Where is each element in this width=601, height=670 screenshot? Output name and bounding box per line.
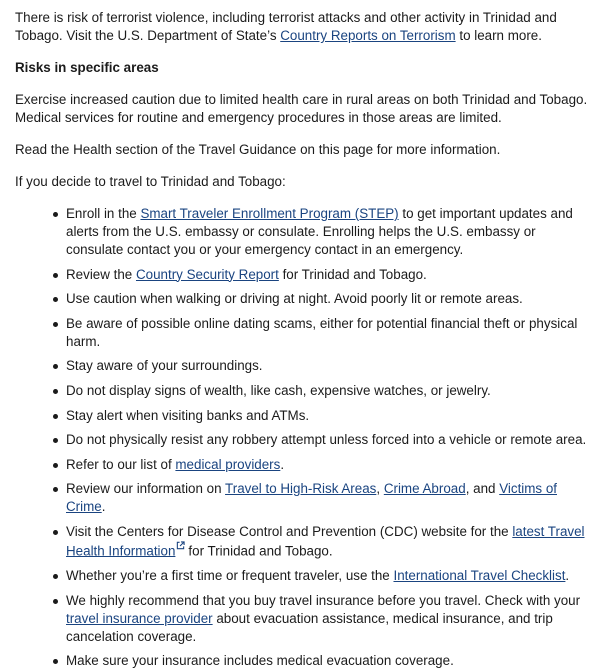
list-item-text: for Trinidad and Tobago. [278,266,427,282]
list-item-wealth: Do not display signs of wealth, like cash, expensive watches, or jewelry. [66,382,591,400]
international-travel-checklist-link[interactable]: International Travel Checklist [393,568,566,583]
list-item-text: Review our information on [66,481,226,497]
external-link-icon[interactable] [176,541,185,550]
list-item-text: Enroll in the [66,206,141,221]
victims-of-crime-link[interactable]: Victims of Crime [66,481,557,515]
country-security-report-link[interactable]: Country Security Report [135,266,279,282]
list-item-text: Review the [66,266,136,282]
advice-list [15,205,591,670]
crime-abroad-link[interactable]: Crime Abroad [383,481,466,497]
list-item-text: to get important updates and alerts from the U.S. embassy or consulate. Enrolling helps the U.S. embassy or consulate contact you or your emergency contact in an emergency. [66,206,573,257]
list-item-text: for Trinidad and Tobago. [188,543,333,559]
list-item-text: Whether you’re a first time or frequent traveler, use the [66,568,394,583]
list-item-text: Visit the Centers for Disease Control and Prevention (CDC) website for the [66,523,513,539]
list-item-security-report [66,266,591,284]
country-reports-on-terrorism-link[interactable]: Country Reports on Terrorism [280,28,456,43]
travel-insurance-provider-link[interactable]: travel insurance provider [66,610,213,626]
list-item-text: about evacuation assistance, medical insurance, and trip cancelation coverage. [66,610,553,644]
list-item-evacuation: Make sure your insurance includes medical evacuation coverage. [66,652,591,670]
step-link[interactable]: Smart Traveler Enrollment Program (STEP) [140,206,399,221]
terrorism-paragraph [15,9,591,45]
terrorism-text: There is risk of terrorist violence, including terrorist attacks and other activity in Trinidad and Tobago. Visit the U.S. Department of State’s [15,10,557,43]
risks-heading: Risks in specific areas [15,60,159,75]
decide-paragraph: If you decide to travel to Trinidad and Tobago: [15,174,286,189]
list-item-step [66,205,591,259]
list-item-text: . [101,499,106,515]
caution-paragraph: Exercise increased caution due to limited health care in rural areas on both Trinidad and Tobago. Medical services for routine and emergency procedures in those areas are limited. [15,92,588,125]
list-item-text: Refer to our list of [66,456,176,472]
list-item-high-risk [66,480,591,516]
list-item-text: . [280,456,285,472]
list-item-dating: Be aware of possible online dating scams, either for potential financial theft or physical harm. [66,315,591,351]
list-item-robbery: Do not physically resist any robbery attempt unless forced into a vehicle or remote area. [66,431,591,449]
list-item-insurance [66,592,591,646]
list-item-surroundings: Stay aware of your surroundings. [66,357,591,375]
list-item-text: . [565,568,570,583]
list-item-night: Use caution when walking or driving at night. Avoid poorly lit or remote areas. [66,290,591,308]
list-item-checklist [66,567,591,585]
travel-health-information-link[interactable]: latest Travel Health Information [66,523,585,559]
list-item-text: , and [465,481,500,497]
terrorism-text-end: to learn more. [455,28,542,43]
list-item-medical [66,456,591,474]
list-item-text: We highly recommend that you buy travel insurance before you travel. Check with your [66,592,581,608]
high-risk-areas-link[interactable]: Travel to High-Risk Areas [225,481,377,497]
list-item-cdc [66,523,591,560]
health-paragraph: Read the Health section of the Travel Guidance on this page for more information. [15,142,501,157]
medical-providers-link[interactable]: medical providers [175,456,281,472]
list-item-banks: Stay alert when visiting banks and ATMs. [66,407,591,425]
list-item-text: , [376,481,384,497]
